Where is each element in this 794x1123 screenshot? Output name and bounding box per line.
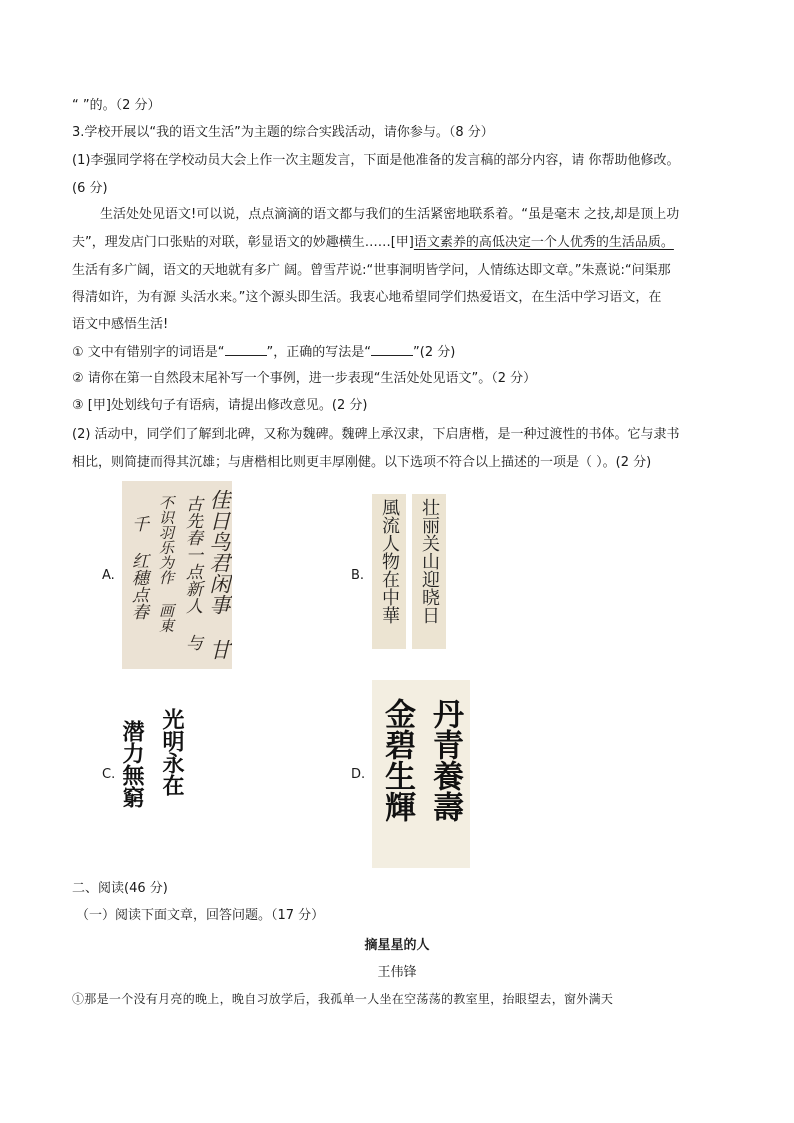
calligraphy-d-right-col: 丹青養壽: [427, 698, 463, 822]
calligraphy-c-left-col: 潜力無窮: [119, 720, 144, 808]
couplet-right-text: 壮丽关山迎晓日: [419, 498, 440, 624]
article-paragraph-1: ①那是一个没有月亮的晚上，晚自习放学后，我孤单一人坐在空荡荡的教室里，抬眼望去，窗外满天: [72, 992, 614, 1006]
question-3-heading: 3.学校开展以“我的语文生活”为主题的综合实践活动，请你参与。（8 分）: [72, 125, 494, 140]
speech-paragraph-line-2: [72, 234, 674, 252]
calligraphy-image-d: [372, 680, 470, 868]
calligraphy-a-col-2: 不识羽乐为作 画東: [157, 495, 175, 633]
subquestion-1-intro: (1)李强同学将在学校动员大会上作一次主题发言，下面是他准备的发言稿的部分内容，请 你帮助他修改。: [72, 153, 680, 168]
calligraphy-image-b: [372, 494, 446, 649]
speech-paragraph-line-1: 生活处处见语文!可以说，点点滴滴的语文都与我们的生活紧密地联系着。“虽是毫末 之技,却是顶上功: [100, 207, 680, 222]
answer-line-text: “ ”的。（2 分）: [72, 98, 161, 113]
reading-part-1-instruction: （一）阅读下面文章，回答问题。（17 分）: [76, 908, 325, 923]
calligraphy-a-col-1: 千 红穗点春: [128, 515, 148, 620]
question-item-1: [72, 343, 455, 362]
calligraphy-image-a: [122, 481, 232, 669]
subquestion-2-line-1: (2) 活动中，同学们了解到北碑，又称为魏碑。魏碑上承汉隶，下启唐楷，是一种过渡性的书体。它与隶书: [72, 427, 680, 442]
article-title: 摘星星的人: [364, 938, 430, 953]
couplet-left-text: 風流人物在中華: [379, 498, 400, 624]
underlined-sentence-jia: 语文素养的高低决定一个人优秀的生活品质。: [413, 235, 674, 250]
question-item-2: ② 请你在第一自然段末尾补写一个事例，进一步表现“生活处处见语文”。（2 分）: [72, 371, 537, 386]
calligraphy-image-c: [114, 700, 192, 842]
speech-paragraph-line-3: 生活有多广阔，语文的天地就有多广 阔。曾雪芹说:“世事洞明皆学问，人情练达即文章。”朱熹说:“问渠那: [72, 263, 671, 278]
couplet-left-scroll: [372, 494, 406, 649]
option-c-label[interactable]: C.: [102, 767, 116, 782]
speech-text: 夫”，理发店门口张贴的对联，彰显语文的妙趣横生……[甲]: [72, 235, 414, 250]
answer-blank-correct-word[interactable]: [371, 343, 413, 356]
answer-blank-wrong-word[interactable]: [225, 343, 267, 356]
calligraphy-a-col-3: 古先春一点新人 与: [182, 495, 202, 651]
calligraphy-c-right-col: 光明永在: [159, 708, 184, 796]
option-b-label[interactable]: B.: [351, 568, 365, 583]
calligraphy-a-col-4: 佳日鸟君闲事 甘: [207, 489, 231, 660]
article-author: 王伟锋: [377, 965, 417, 980]
question-item-1-text-2: ”，正确的写法是“: [266, 345, 372, 360]
couplet-right-scroll: [412, 494, 446, 649]
speech-paragraph-line-4: 得清如许，为有源 头活水来。”这个源头即生活。我衷心地希望同学们热爱语文，在生活中学习语文，在: [72, 290, 662, 305]
question-item-3: ③ [甲]处划线句子有语病，请提出修改意见。(2 分): [72, 398, 368, 413]
section-2-heading: 二、阅读(46 分): [72, 881, 168, 896]
question-item-1-text: ① 文中有错别字的词语是“: [72, 345, 225, 360]
option-a-label[interactable]: A.: [102, 568, 115, 583]
subquestion-1-score: (6 分): [72, 181, 108, 196]
option-d-label[interactable]: D.: [351, 767, 366, 782]
question-item-1-score: ”(2 分): [413, 345, 456, 360]
calligraphy-d-left-col: 金碧生輝: [379, 698, 415, 822]
speech-paragraph-line-5: 语文中感悟生活!: [72, 317, 169, 332]
subquestion-2-line-2: 相比，则简捷而得其沉雄；与唐楷相比则更丰厚刚健。以下选项不符合以上描述的一项是（ ）。(2 分): [72, 455, 652, 470]
